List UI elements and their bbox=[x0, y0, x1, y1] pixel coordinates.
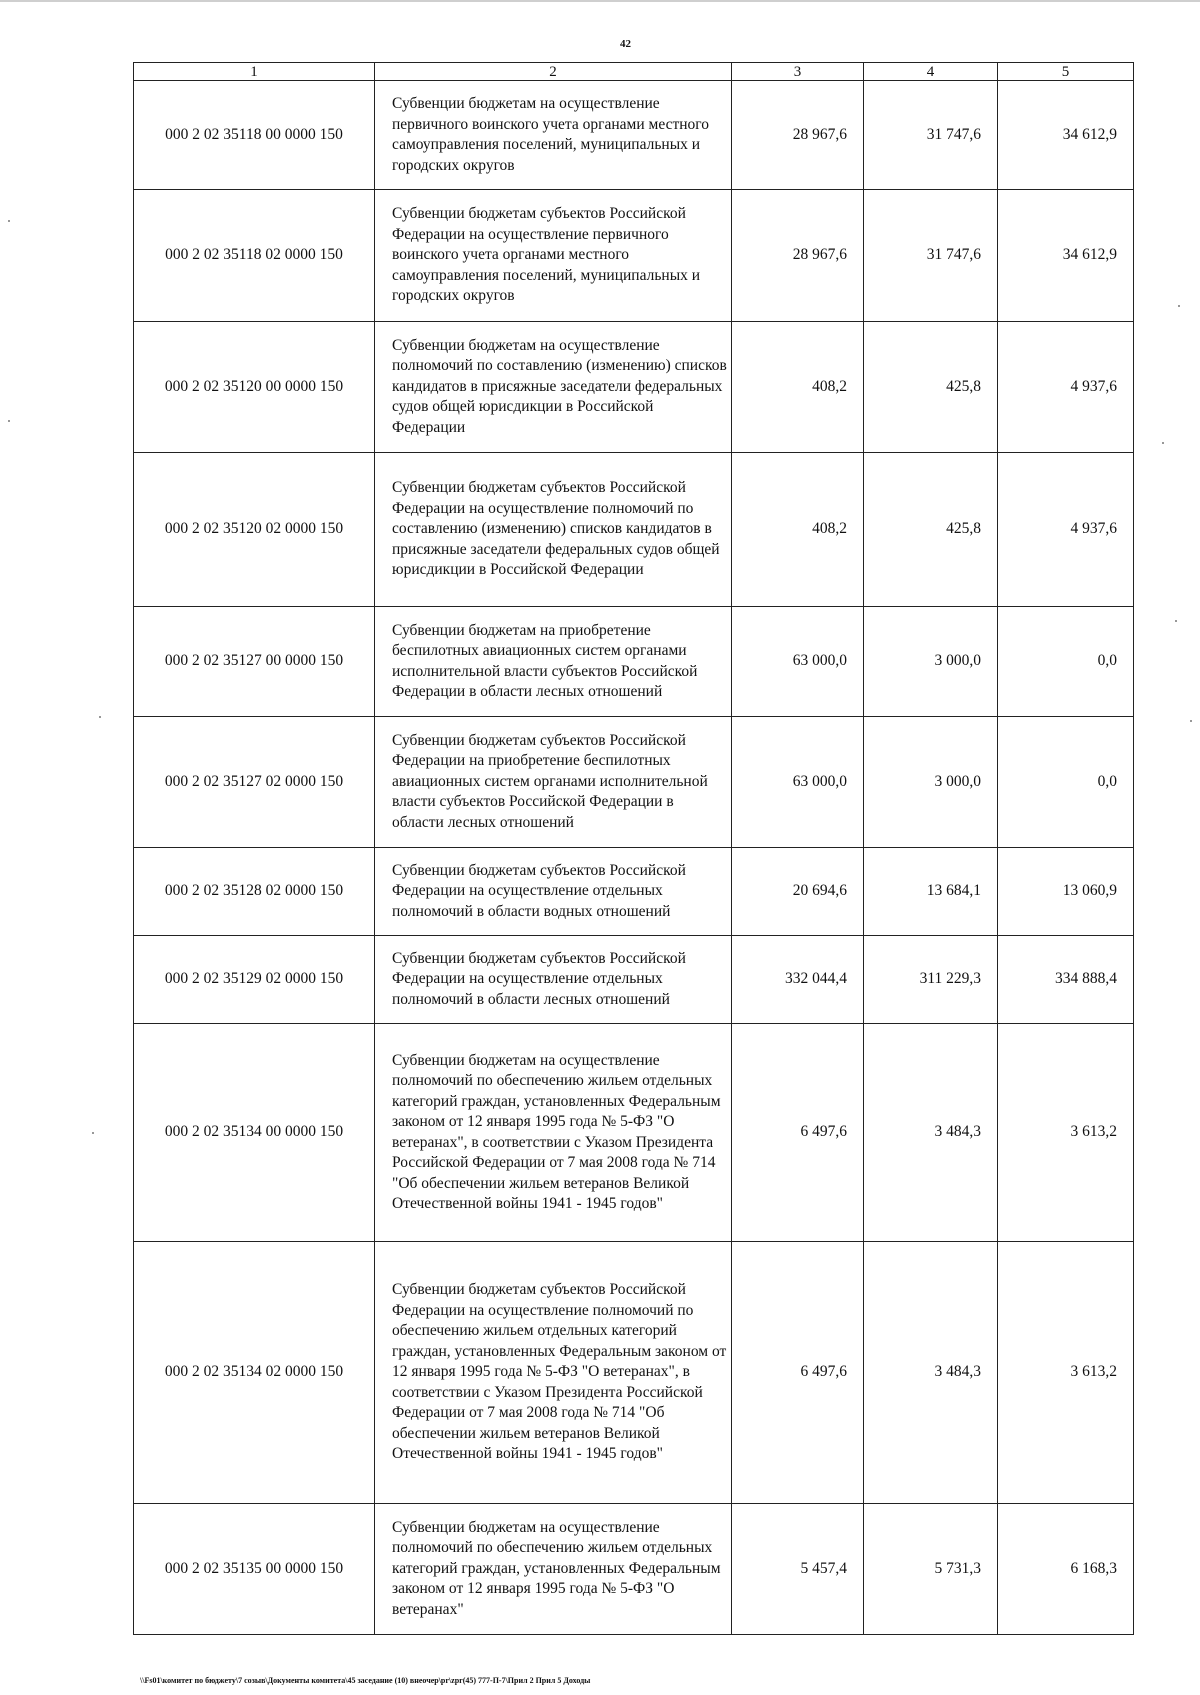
amount-col3: 63 000,0 bbox=[732, 607, 864, 717]
scan-speck bbox=[1162, 442, 1164, 444]
scan-speck bbox=[8, 420, 10, 422]
revenue-description: Субвенции бюджетам субъектов Российской Федерации на осуществление первичного воинского учета органами местного самоуправления поселений, муниципальных и городских округов bbox=[375, 190, 732, 322]
amount-col3: 408,2 bbox=[732, 453, 864, 607]
scan-speck bbox=[99, 716, 101, 718]
column-number: 5 bbox=[998, 63, 1134, 81]
budget-code: 000 2 02 35127 02 0000 150 bbox=[134, 717, 375, 848]
scan-speck bbox=[1178, 305, 1180, 307]
column-number: 1 bbox=[134, 63, 375, 81]
budget-code: 000 2 02 35135 00 0000 150 bbox=[134, 1504, 375, 1635]
amount-col3: 6 497,6 bbox=[732, 1024, 864, 1242]
budget-code: 000 2 02 35118 02 0000 150 bbox=[134, 190, 375, 322]
amount-col5: 3 613,2 bbox=[998, 1242, 1134, 1504]
revenue-description: Субвенции бюджетам на осуществление полномочий по обеспечению жильем отдельных категорий граждан, установленных Федеральным законом от 12 января 1995 года № 5-ФЗ "О ветеранах", в соответствии с Указом Президента Российской Федерации от 7 мая 2008 года № 714 "Об обеспечении жильем ветеранов Великой Отечественной войны 1941 - 1945 годов" bbox=[375, 1024, 732, 1242]
budget-code: 000 2 02 35128 02 0000 150 bbox=[134, 848, 375, 936]
amount-col5: 34 612,9 bbox=[998, 190, 1134, 322]
scan-speck bbox=[92, 1132, 94, 1134]
table-row bbox=[134, 717, 1134, 848]
budget-code: 000 2 02 35134 02 0000 150 bbox=[134, 1242, 375, 1504]
amount-col4: 3 000,0 bbox=[864, 607, 998, 717]
table-row bbox=[134, 453, 1134, 607]
amount-col5: 3 613,2 bbox=[998, 1024, 1134, 1242]
table-row bbox=[134, 322, 1134, 453]
revenue-description: Субвенции бюджетам субъектов Российской Федерации на осуществление отдельных полномочий в области лесных отношений bbox=[375, 936, 732, 1024]
scan-speck bbox=[1190, 720, 1192, 722]
budget-code: 000 2 02 35118 00 0000 150 bbox=[134, 81, 375, 190]
column-number-row bbox=[134, 63, 1134, 81]
table-row bbox=[134, 1242, 1134, 1504]
amount-col4: 3 484,3 bbox=[864, 1242, 998, 1504]
amount-col4: 31 747,6 bbox=[864, 81, 998, 190]
amount-col4: 3 000,0 bbox=[864, 717, 998, 848]
revenue-description: Субвенции бюджетам на приобретение беспилотных авиационных систем органами исполнительной власти субъектов Российской Федерации в области лесных отношений bbox=[375, 607, 732, 717]
revenue-description: Субвенции бюджетам субъектов Российской Федерации на осуществление полномочий по обеспечению жильем отдельных категорий граждан, установленных Федеральным законом от 12 января 1995 года № 5-ФЗ "О ветеранах", в соответствии с Указом Президента Российской Федерации от 7 мая 2008 года № 714 "Об обеспечении жильем ветеранов Великой Отечественной войны 1941 - 1945 годов" bbox=[375, 1242, 732, 1504]
document-file-path: \\Fs01\комитет по бюджету\7 созыв\Документы комитета\45 заседание (10) внеочер\pr\zpr(45) 777-П-7\Прил 2 Прил 5 Доходы bbox=[140, 1676, 591, 1685]
column-number: 4 bbox=[864, 63, 998, 81]
revenue-description: Субвенции бюджетам на осуществление полномочий по обеспечению жильем отдельных категорий граждан, установленных Федеральным законом от 12 января 1995 года № 5-ФЗ "О ветеранах" bbox=[375, 1504, 732, 1635]
amount-col5: 4 937,6 bbox=[998, 322, 1134, 453]
amount-col3: 20 694,6 bbox=[732, 848, 864, 936]
amount-col3: 28 967,6 bbox=[732, 190, 864, 322]
amount-col4: 425,8 bbox=[864, 453, 998, 607]
amount-col5: 13 060,9 bbox=[998, 848, 1134, 936]
table-row bbox=[134, 1504, 1134, 1635]
amount-col3: 28 967,6 bbox=[732, 81, 864, 190]
revenue-description: Субвенции бюджетам на осуществление полномочий по составлению (изменению) списков кандидатов в присяжные заседатели федеральных судов общей юрисдикции в Российской Федерации bbox=[375, 322, 732, 453]
amount-col4: 3 484,3 bbox=[864, 1024, 998, 1242]
budget-code: 000 2 02 35134 00 0000 150 bbox=[134, 1024, 375, 1242]
budget-code: 000 2 02 35120 02 0000 150 bbox=[134, 453, 375, 607]
amount-col5: 6 168,3 bbox=[998, 1504, 1134, 1635]
table-row bbox=[134, 190, 1134, 322]
amount-col4: 31 747,6 bbox=[864, 190, 998, 322]
budget-code: 000 2 02 35120 00 0000 150 bbox=[134, 322, 375, 453]
amount-col3: 408,2 bbox=[732, 322, 864, 453]
amount-col5: 4 937,6 bbox=[998, 453, 1134, 607]
amount-col5: 334 888,4 bbox=[998, 936, 1134, 1024]
amount-col3: 63 000,0 bbox=[732, 717, 864, 848]
amount-col3: 332 044,4 bbox=[732, 936, 864, 1024]
scan-speck bbox=[1175, 620, 1177, 622]
revenue-description: Субвенции бюджетам на осуществление первичного воинского учета органами местного самоуправления поселений, муниципальных и городских округов bbox=[375, 81, 732, 190]
amount-col5: 0,0 bbox=[998, 717, 1134, 848]
amount-col3: 6 497,6 bbox=[732, 1242, 864, 1504]
table-row bbox=[134, 81, 1134, 190]
amount-col5: 34 612,9 bbox=[998, 81, 1134, 190]
amount-col5: 0,0 bbox=[998, 607, 1134, 717]
page-number: 42 bbox=[620, 38, 631, 50]
budget-code: 000 2 02 35127 00 0000 150 bbox=[134, 607, 375, 717]
table-row bbox=[134, 1024, 1134, 1242]
column-number: 2 bbox=[375, 63, 732, 81]
revenue-table bbox=[133, 62, 1134, 1635]
revenue-description: Субвенции бюджетам субъектов Российской Федерации на осуществление отдельных полномочий в области водных отношений bbox=[375, 848, 732, 936]
amount-col4: 425,8 bbox=[864, 322, 998, 453]
table-row bbox=[134, 848, 1134, 936]
amount-col4: 311 229,3 bbox=[864, 936, 998, 1024]
amount-col4: 13 684,1 bbox=[864, 848, 998, 936]
amount-col4: 5 731,3 bbox=[864, 1504, 998, 1635]
table-row bbox=[134, 936, 1134, 1024]
column-number: 3 bbox=[732, 63, 864, 81]
revenue-description: Субвенции бюджетам субъектов Российской Федерации на приобретение беспилотных авиационных систем органами исполнительной власти субъектов Российской Федерации в области лесных отношений bbox=[375, 717, 732, 848]
amount-col3: 5 457,4 bbox=[732, 1504, 864, 1635]
table-row bbox=[134, 607, 1134, 717]
scan-edge bbox=[0, 0, 1200, 2]
scan-speck bbox=[8, 220, 10, 222]
budget-code: 000 2 02 35129 02 0000 150 bbox=[134, 936, 375, 1024]
revenue-description: Субвенции бюджетам субъектов Российской Федерации на осуществление полномочий по составлению (изменению) списков кандидатов в присяжные заседатели федеральных судов общей юрисдикции в Российской Федерации bbox=[375, 453, 732, 607]
